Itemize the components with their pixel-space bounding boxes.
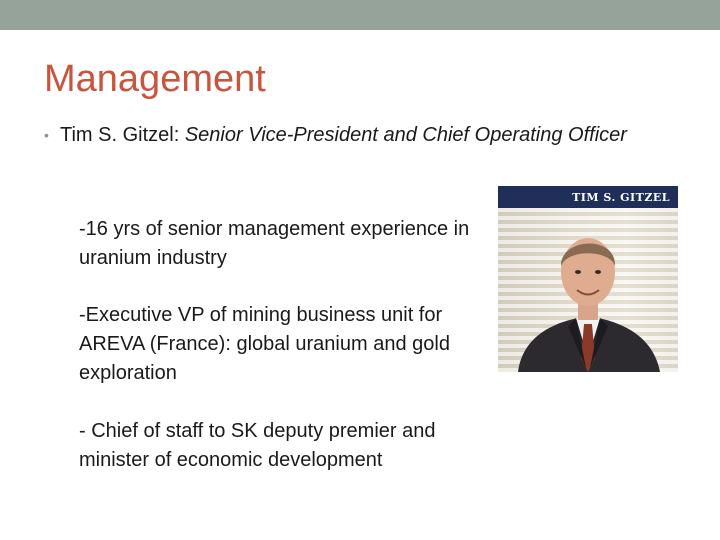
bullet-dot-icon: • bbox=[44, 127, 49, 143]
experience-point-1: -16 yrs of senior management experience in uranium industry bbox=[79, 218, 470, 269]
headshot-photo bbox=[498, 186, 678, 372]
slide-title: Management bbox=[44, 58, 266, 100]
photo-name-banner bbox=[498, 186, 678, 208]
person-role: Senior Vice-President and Chief Operating Officer bbox=[184, 124, 627, 146]
bullet-text bbox=[60, 122, 684, 149]
main-bullet bbox=[44, 122, 684, 149]
top-decorative-band bbox=[0, 0, 720, 30]
person-silhouette-image bbox=[498, 208, 678, 372]
person-name: Tim S. Gitzel: bbox=[60, 124, 180, 146]
photo-caption: TIM S. GITZEL bbox=[572, 191, 670, 204]
experience-point-2: -Executive VP of mining business unit for AREVA (France): global uranium and gold exploration bbox=[79, 304, 450, 384]
experience-point-3: - Chief of staff to SK deputy premier and minister of economic development bbox=[79, 420, 436, 471]
